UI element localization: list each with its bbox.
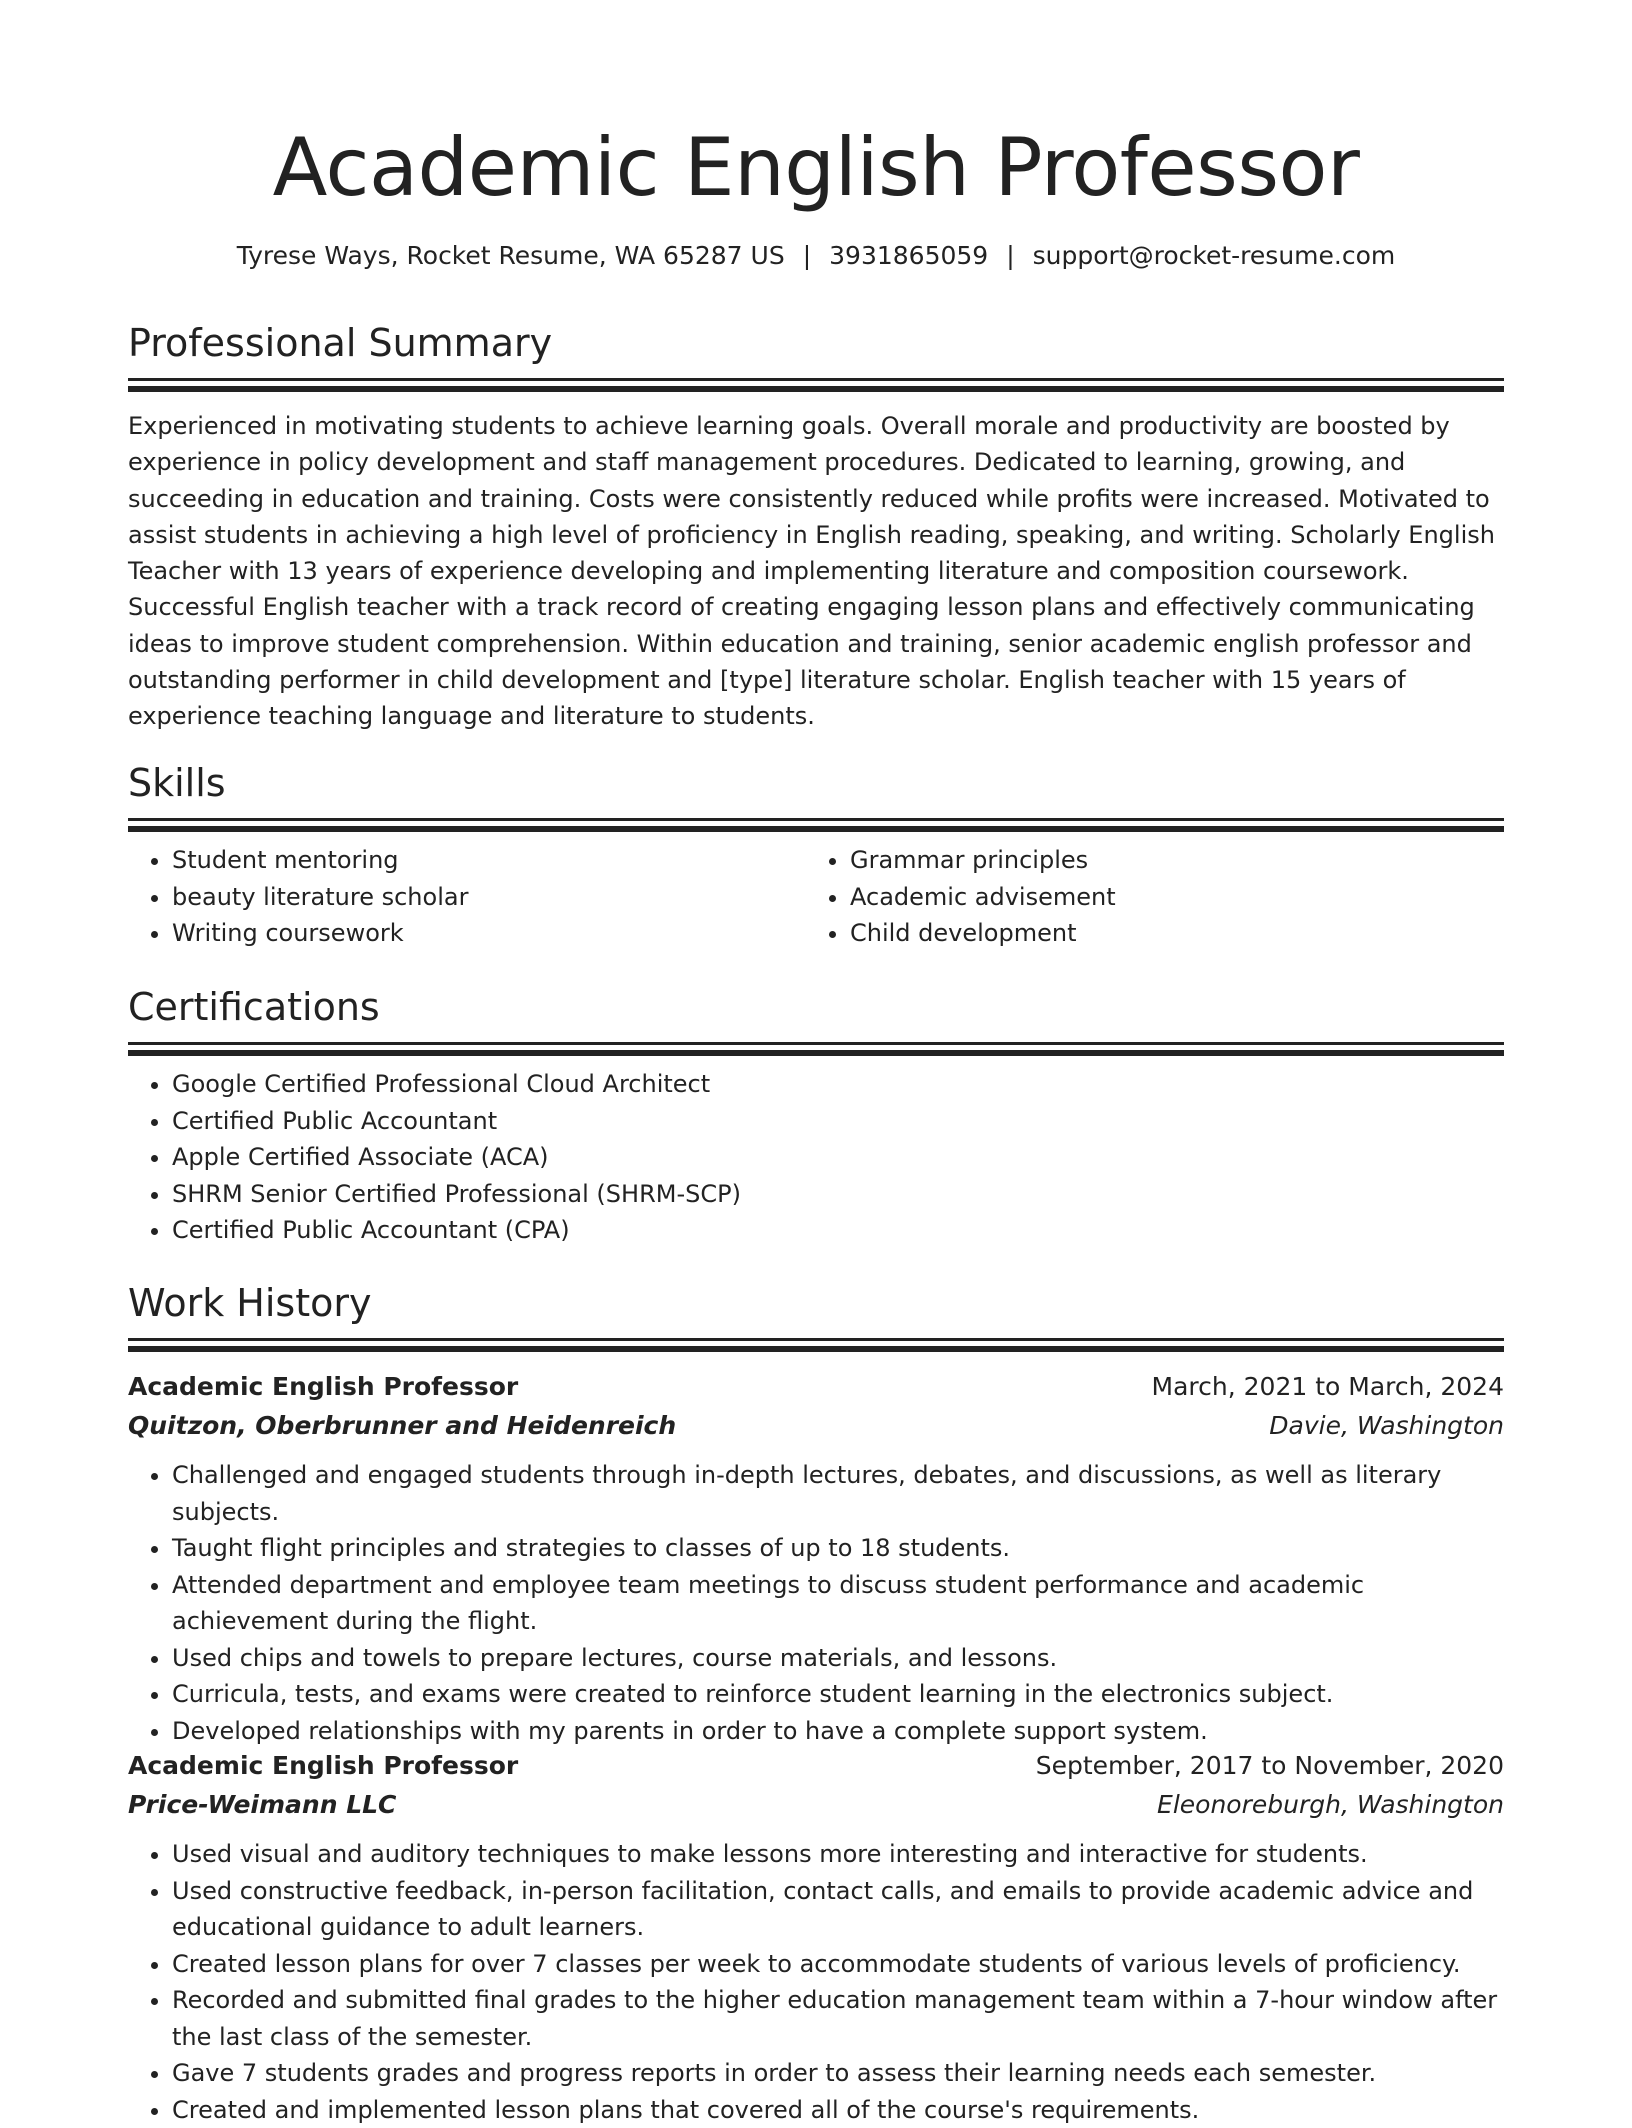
job-header-row: [128, 1367, 1504, 1406]
work-history-section: [128, 1278, 1504, 1352]
job-duty-item: • Used visual and auditory techniques to make lessons more interesting and interactive for students.: [172, 1836, 1504, 1873]
contact-separator: |: [785, 241, 829, 270]
work-history-heading: Work History: [128, 1278, 1504, 1328]
summary-section: [128, 318, 1504, 735]
heading-rule-thick: [128, 1050, 1504, 1056]
certification-item: • Certified Public Accountant (CPA): [172, 1212, 1504, 1249]
certification-item: • Google Certified Professional Cloud Architect: [172, 1066, 1504, 1103]
skill-item: • Student mentoring: [172, 842, 806, 879]
job-entry: [128, 1746, 1504, 2128]
job-duty-item: • Created lesson plans for over 7 classes per week to accommodate students of various levels of proficiency.: [172, 1946, 1504, 1983]
job-duty-item: • Created and implemented lesson plans that covered all of the course's requirements.: [172, 2092, 1504, 2128]
job-duty-item: • Curricula, tests, and exams were created to reinforce student learning in the electronics subject.: [172, 1676, 1504, 1713]
skill-item: • Child development: [850, 915, 1504, 952]
job-header-row: [128, 1746, 1504, 1785]
summary-text: Experienced in motivating students to achieve learning goals. Overall morale and productivity are boosted by experience in policy development and staff management procedures. Dedicated to learning, growing, and succeeding in education and training. Costs were consistently reduced while profits were increased. Motivated to assist students in achieving a high level of proficiency in English reading, speaking, and writing. Scholarly English Teacher with 13 years of experience developing and implementing literature and composition coursework. Successful English teacher with a track record of creating engaging lesson plans and effectively communicating ideas to improve student comprehension. Within education and training, senior academic english professor and outstanding performer in child development and [type] literature scholar. English teacher with 15 years of experience teaching language and literature to students.: [128, 408, 1504, 735]
certification-item: • Apple Certified Associate (ACA): [172, 1139, 1504, 1176]
job-duty-item: • Attended department and employee team meetings to discuss student performance and academic achievement during the flight.: [172, 1567, 1504, 1640]
skills-section: [128, 758, 1504, 952]
resume-title: Academic English Professor: [128, 118, 1504, 218]
certifications-list: [128, 1066, 1504, 1249]
contact-line: [128, 238, 1504, 274]
job-company: Quitzon, Oberbrunner and Heidenreich: [128, 1406, 676, 1445]
job-subheader-row: [128, 1406, 1504, 1445]
job-duty-item: • Challenged and engaged students through in-depth lectures, debates, and discussions, as well as literary subjects.: [172, 1457, 1504, 1530]
heading-rule-thick: [128, 1346, 1504, 1352]
contact-phone: 3931865059: [829, 241, 988, 270]
contact-address: Tyrese Ways, Rocket Resume, WA 65287 US: [237, 241, 785, 270]
contact-separator: |: [988, 241, 1032, 270]
skills-heading: Skills: [128, 758, 1504, 808]
summary-heading: Professional Summary: [128, 318, 1504, 368]
job-duty-item: • Gave 7 students grades and progress reports in order to assess their learning needs each semester.: [172, 2055, 1504, 2092]
job-duties-list: [128, 1457, 1504, 1749]
skill-item: • Grammar principles: [850, 842, 1504, 879]
heading-rule-thin: [128, 818, 1504, 821]
skill-item: • beauty literature scholar: [172, 879, 806, 916]
job-duty-item: • Developed relationships with my parents in order to have a complete support system.: [172, 1713, 1504, 1750]
job-entry: [128, 1367, 1504, 1749]
contact-email: support@rocket-resume.com: [1033, 241, 1396, 270]
job-duty-item: • Used chips and towels to prepare lectures, course materials, and lessons.: [172, 1640, 1504, 1677]
job-duty-item: • Used constructive feedback, in-person facilitation, contact calls, and emails to provide academic advice and educational guidance to adult learners.: [172, 1873, 1504, 1946]
skill-item: • Writing coursework: [172, 915, 806, 952]
job-dates: March, 2021 to March, 2024: [1152, 1367, 1504, 1406]
skill-item: • Academic advisement: [850, 879, 1504, 916]
job-duty-item: • Recorded and submitted final grades to the higher education management team within a 7-hour window after the last class of the semester.: [172, 1982, 1504, 2055]
certification-item: • Certified Public Accountant: [172, 1103, 1504, 1140]
job-location: Eleonoreburgh, Washington: [1157, 1785, 1504, 1824]
certifications-heading: Certifications: [128, 982, 1504, 1032]
heading-rule-thin: [128, 378, 1504, 381]
job-title: Academic English Professor: [128, 1367, 518, 1406]
certification-item: • SHRM Senior Certified Professional (SHRM-SCP): [172, 1176, 1504, 1213]
skills-grid: [128, 832, 1504, 952]
skills-list-left: [128, 842, 806, 952]
certifications-section: [128, 982, 1504, 1249]
heading-rule-thin: [128, 1338, 1504, 1341]
job-company: Price-Weimann LLC: [128, 1785, 396, 1824]
job-location: Davie, Washington: [1269, 1406, 1504, 1445]
skills-list-right: [806, 842, 1504, 952]
job-subheader-row: [128, 1785, 1504, 1824]
heading-rule-thin: [128, 1042, 1504, 1045]
job-duty-item: • Taught flight principles and strategies to classes of up to 18 students.: [172, 1530, 1504, 1567]
job-duties-list: [128, 1836, 1504, 2128]
job-dates: September, 2017 to November, 2020: [1036, 1746, 1504, 1785]
heading-rule-thick: [128, 386, 1504, 392]
job-title: Academic English Professor: [128, 1746, 518, 1785]
